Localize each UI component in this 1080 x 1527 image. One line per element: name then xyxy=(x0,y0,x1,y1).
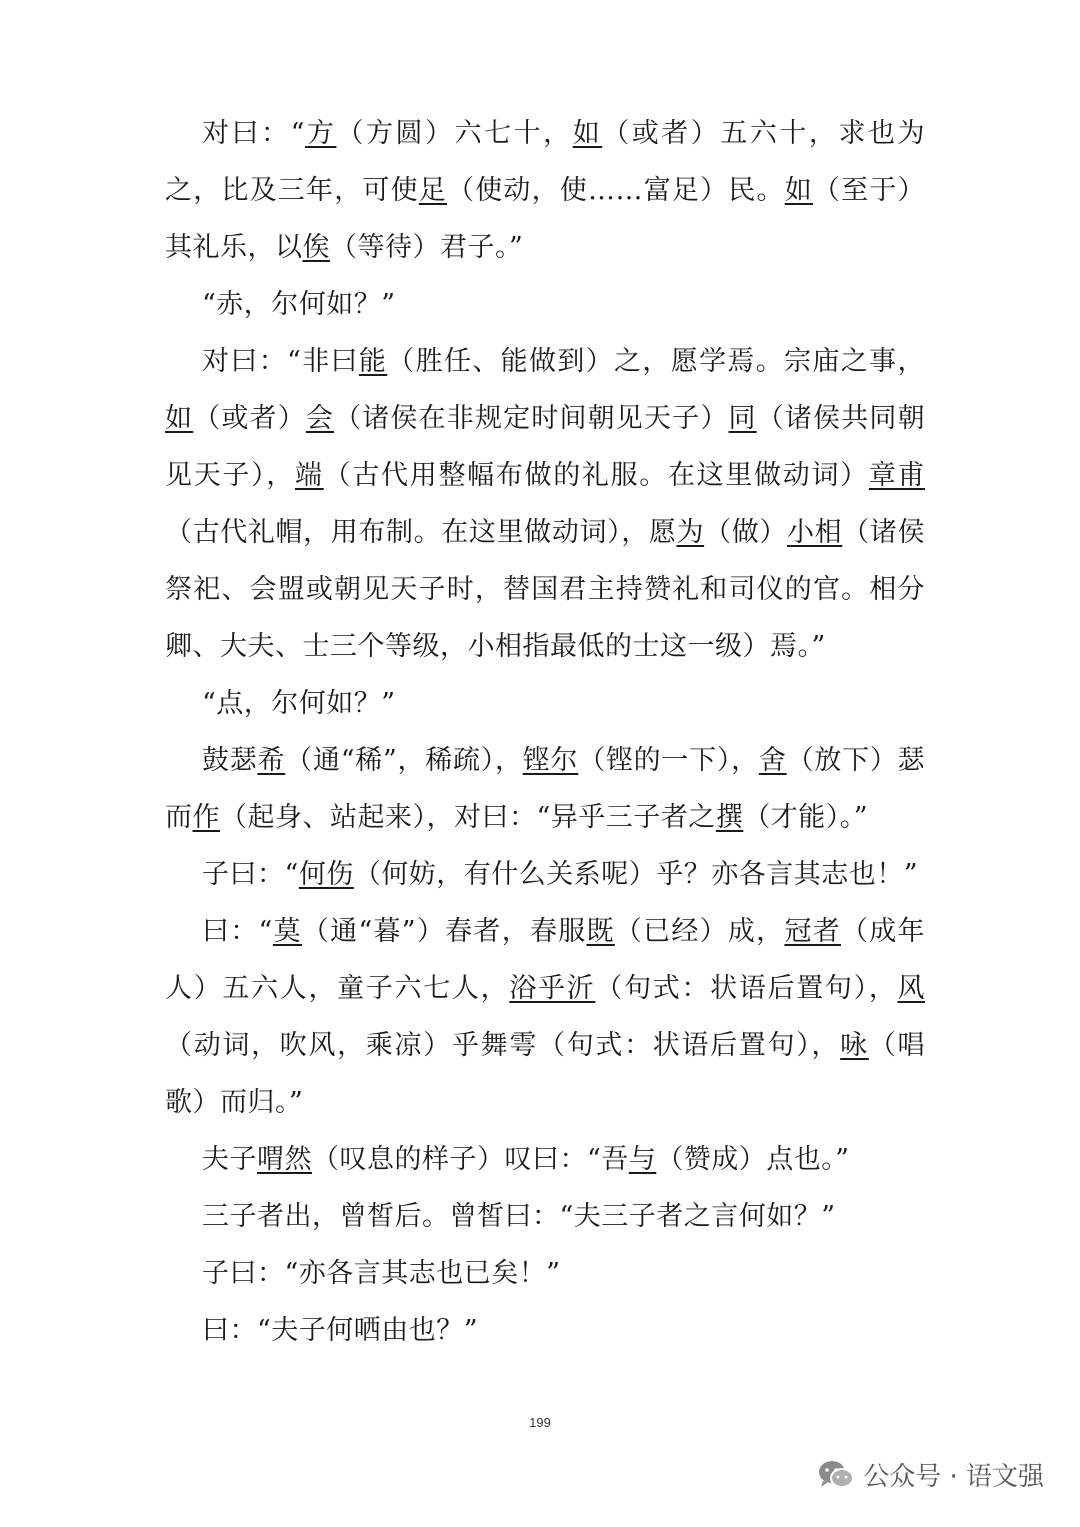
keyword: 会 xyxy=(305,403,335,434)
text-segment: （方圆）六七十， xyxy=(336,118,573,149)
text-segment: （或者） xyxy=(193,403,306,434)
text-segment: （唱歌）而归。” xyxy=(165,1030,926,1118)
text-segment: （诸侯在非规定时间朝见天子） xyxy=(334,403,729,434)
keyword: 希 xyxy=(257,745,286,776)
paragraph xyxy=(165,1245,925,1302)
keyword: 作 xyxy=(192,802,220,833)
text-segment: （使动，使……富足）民。 xyxy=(447,175,785,206)
text-segment: 夫子 xyxy=(202,1144,257,1175)
keyword: 风 xyxy=(897,973,926,1004)
text-segment: “点，尔何如？” xyxy=(202,688,396,719)
keyword: 何伤 xyxy=(298,859,354,890)
keyword: 小相 xyxy=(787,517,843,548)
text-segment: （通“暮”）春者，春服 xyxy=(301,916,587,947)
wechat-icon xyxy=(817,1459,855,1491)
paragraph xyxy=(165,276,925,333)
keyword: 铿尔 xyxy=(522,745,579,776)
text-segment: （已经）成， xyxy=(614,916,785,947)
paragraph xyxy=(165,732,925,846)
keyword: 如 xyxy=(165,403,194,434)
text-segment: 子曰：“ xyxy=(202,859,299,890)
text-segment: （成年人）五六人，童子六七人， xyxy=(165,916,926,1004)
text-segment: 曰：“ xyxy=(202,916,273,947)
text-segment: （何妨，有什么关系呢）乎？亦各言其志也！” xyxy=(353,859,919,890)
text-segment: （做） xyxy=(704,517,787,548)
paragraph xyxy=(165,1188,925,1245)
keyword: 章甫 xyxy=(868,460,926,491)
text-segment: “赤，尔何如？” xyxy=(202,289,396,320)
paragraph xyxy=(165,333,925,675)
text-segment: 对曰：“ xyxy=(202,118,305,149)
text-segment: （诸侯祭祀、会盟或朝见天子时，替国君主持赞礼和司仪的官。相分卿、大夫、士三个等级，小相指最低的士这一级）焉。” xyxy=(165,517,926,662)
keyword: 既 xyxy=(586,916,615,947)
keyword: 如 xyxy=(784,175,813,206)
text-segment: （至于）其礼乐，以 xyxy=(165,175,926,263)
paragraph xyxy=(165,1302,925,1359)
text-segment: （起身、站起来），对曰：“异乎三子者之 xyxy=(220,802,716,833)
text-segment: （古代礼帽，用布制。在这里做动词），愿 xyxy=(165,517,677,548)
keyword: 冠者 xyxy=(784,916,841,947)
keyword: 能 xyxy=(358,346,388,377)
text-segment: （诸侯共同朝见天子）， xyxy=(165,403,926,491)
text-segment: （放下）瑟而 xyxy=(165,745,926,833)
text-segment: （等待）君子。” xyxy=(330,232,524,263)
keyword: 方 xyxy=(304,118,337,149)
keyword: 撰 xyxy=(715,802,744,833)
keyword: 舍 xyxy=(758,745,787,776)
text-segment: （胜任、能做到）之，愿学焉。宗庙之事， xyxy=(387,346,926,377)
text-segment: 子曰：“亦各言其志也已矣！” xyxy=(202,1258,561,1289)
page-number: 199 xyxy=(529,1415,551,1430)
paragraph xyxy=(165,903,925,1131)
text-segment: 曰：“夫子何哂由也？” xyxy=(202,1315,479,1346)
text-segment: （叹息的样子）叹曰：“吾 xyxy=(312,1144,629,1175)
document-body xyxy=(165,105,925,1359)
paragraph xyxy=(165,846,925,903)
keyword: 如 xyxy=(572,118,603,149)
keyword: 咏 xyxy=(840,1030,869,1061)
text-segment: （古代用整幅布做的礼服。在这里做动词） xyxy=(323,460,869,491)
keyword: 与 xyxy=(628,1144,657,1175)
keyword: 喟然 xyxy=(257,1144,312,1175)
text-segment: 鼓瑟 xyxy=(202,745,258,776)
keyword: 端 xyxy=(294,460,324,491)
paragraph xyxy=(165,1131,925,1188)
text-segment: （句式：状语后置句）， xyxy=(595,973,898,1004)
text-segment: （或者）五六十，求也为之，比及三年，可使 xyxy=(165,118,926,206)
text-segment: （赞成）点也。” xyxy=(656,1144,850,1175)
text-segment: 对曰：“非曰 xyxy=(202,346,359,377)
text-segment: 三子者出，曾皙后。曾皙曰：“夫三子者之言何如？” xyxy=(202,1201,836,1232)
text-segment: （铿的一下）， xyxy=(578,745,759,776)
paragraph xyxy=(165,105,925,276)
keyword: 浴乎沂 xyxy=(509,973,596,1004)
text-segment: （才能）。” xyxy=(743,802,869,833)
watermark xyxy=(817,1456,1044,1493)
keyword: 同 xyxy=(728,403,757,434)
watermark-text: 公众号 · 语文强 xyxy=(863,1462,1044,1492)
paragraph xyxy=(165,675,925,732)
keyword: 莫 xyxy=(272,916,302,947)
text-segment: （动词，吹风，乘凉）乎舞雩（句式：状语后置句）， xyxy=(165,1030,841,1061)
text-segment: （通“稀”，稀疏）， xyxy=(285,745,523,776)
keyword: 俟 xyxy=(302,232,330,263)
keyword: 为 xyxy=(676,517,705,548)
keyword: 足 xyxy=(418,175,448,206)
